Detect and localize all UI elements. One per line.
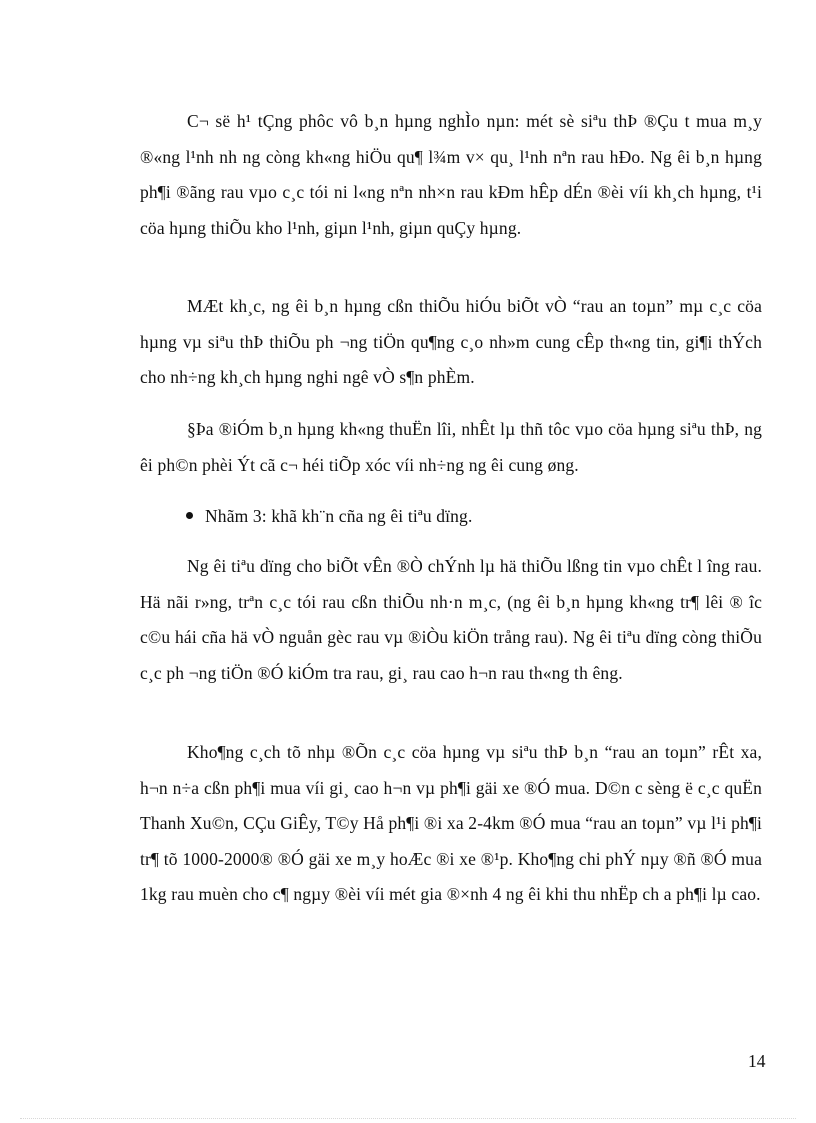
bullet-dot-icon <box>186 512 193 519</box>
bullet-item-group-3 <box>186 499 762 535</box>
paragraph-location: §Þa ®iÓm b¸n hµng kh«ng thuËn lîi, nhÊt lµ thñ tôc vµo cöa hµng siªu thÞ, ng êi ph©n phèi Ýt cã c¬ héi tiÕp xóc víi nh÷ng ng êi cung øng. <box>140 419 762 475</box>
paragraph-distance-cost: Kho¶ng c¸ch tõ nhµ ®Õn c¸c cöa hµng vµ siªu thÞ b¸n “rau an toµn” rÊt xa, h¬n n÷a cßn ph¶i mua víi gi¸ cao h¬n vµ ph¶i gäi xe ®Ó mua. D©n c sèng ë c¸c quËn Thanh Xu©n, CÇu GiÊy, T©y Hå ph¶i ®i xa 2-4km ®Ó mua “rau an toµn” vµ l¹i ph¶i tr¶ tõ 1000-2000® ®Ó gäi xe m¸y hoÆc ®i xe ®¹p. Kho¶ng chi phÝ nµy ®ñ ®Ó mua 1kg rau muèn cho c¶ ngµy ®èi víi mét gia ®×nh 4 ng êi khi thu nhËp ch a ph¶i lµ cao. <box>140 742 762 904</box>
paragraph-seller-knowledge: MÆt kh¸c, ng êi b¸n hµng cßn thiÕu hiÓu biÕt vÒ “rau an toµn” mµ c¸c cöa hµng vµ siªu thÞ thiÕu ph ¬ng tiÖn qu¶ng c¸o nh»m cung cÊp th«ng tin, gi¶i thÝch cho nh÷ng kh¸ch hµng nghi ngê vÒ s¶n phÈm. <box>140 296 762 387</box>
paragraph-consumer-trust: Ng êi tiªu dïng cho biÕt vÊn ®Ò chÝnh lµ hä thiÕu lßng tin vµo chÊt l îng rau. Hä nãi r»ng, trªn c¸c tói rau cßn thiÕu nh·n m¸c, (ng êi b¸n hµng kh«ng tr¶ lêi ® îc c©u hái cña hä vÒ nguån gèc rau vµ ®iÒu kiÖn trång rau). Ng êi tiªu dïng còng thiÕu c¸c ph ¬ng tiÖn ®Ó kiÓm tra rau, gi¸ rau cao h¬n rau th«ng th êng. <box>140 556 762 683</box>
page-number: 14 <box>748 1051 766 1071</box>
bullet-text: Nhãm 3: khã kh¨n cña ng êi tiªu dïng. <box>205 506 473 526</box>
page-bottom-divider <box>20 1118 796 1119</box>
paragraph-infrastructure: C¬ së h¹ tÇng phôc vô b¸n hµng nghÌo nµn: mét sè siªu thÞ ®Çu t mua m¸y ®«ng l¹nh nh ng còng kh«ng hiÖu qu¶ l¾m v× qu¸ l¹nh nªn rau hÐo. Ng êi b¸n hµng ph¶i ®ãng rau vµo c¸c tói ni l«ng nªn nh×n rau kÐm hÊp dÉn ®èi víi kh¸ch hµng, t¹i cöa hµng thiÕu kho l¹nh, giµn l¹nh, giµn quÇy hµng. <box>140 111 762 238</box>
